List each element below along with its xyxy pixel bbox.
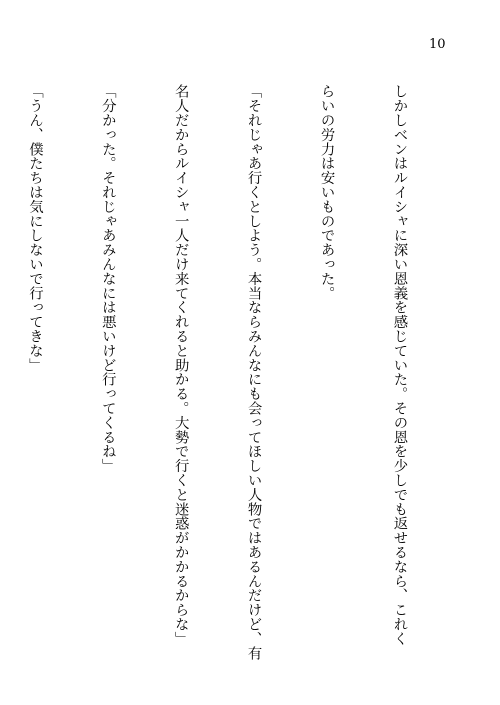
text-line: らいの労力は安いものであった。 — [318, 84, 335, 300]
text-line: 名人だからルイシャ一人だけ来てくれると助かる。大勢で行くと迷惑がかかるからな」 — [172, 84, 189, 646]
page-number: 10 — [429, 37, 446, 52]
text-line: 「うん、僕たちは気にしないで行ってきな」 — [26, 84, 43, 372]
novel-text — [26, 84, 460, 684]
text-line: 「それじゃあ行くとしよう。本当ならみんなにも会ってほしい人物ではあるんだけど、有 — [245, 84, 262, 660]
text-line: 「分かった。それじゃあみんなには悪いけど行ってくるね」 — [99, 84, 116, 473]
text-line: しかしベンはルイシャに深い恩義を感じていた。その恩を少しでも返せるなら、これく — [391, 84, 408, 646]
